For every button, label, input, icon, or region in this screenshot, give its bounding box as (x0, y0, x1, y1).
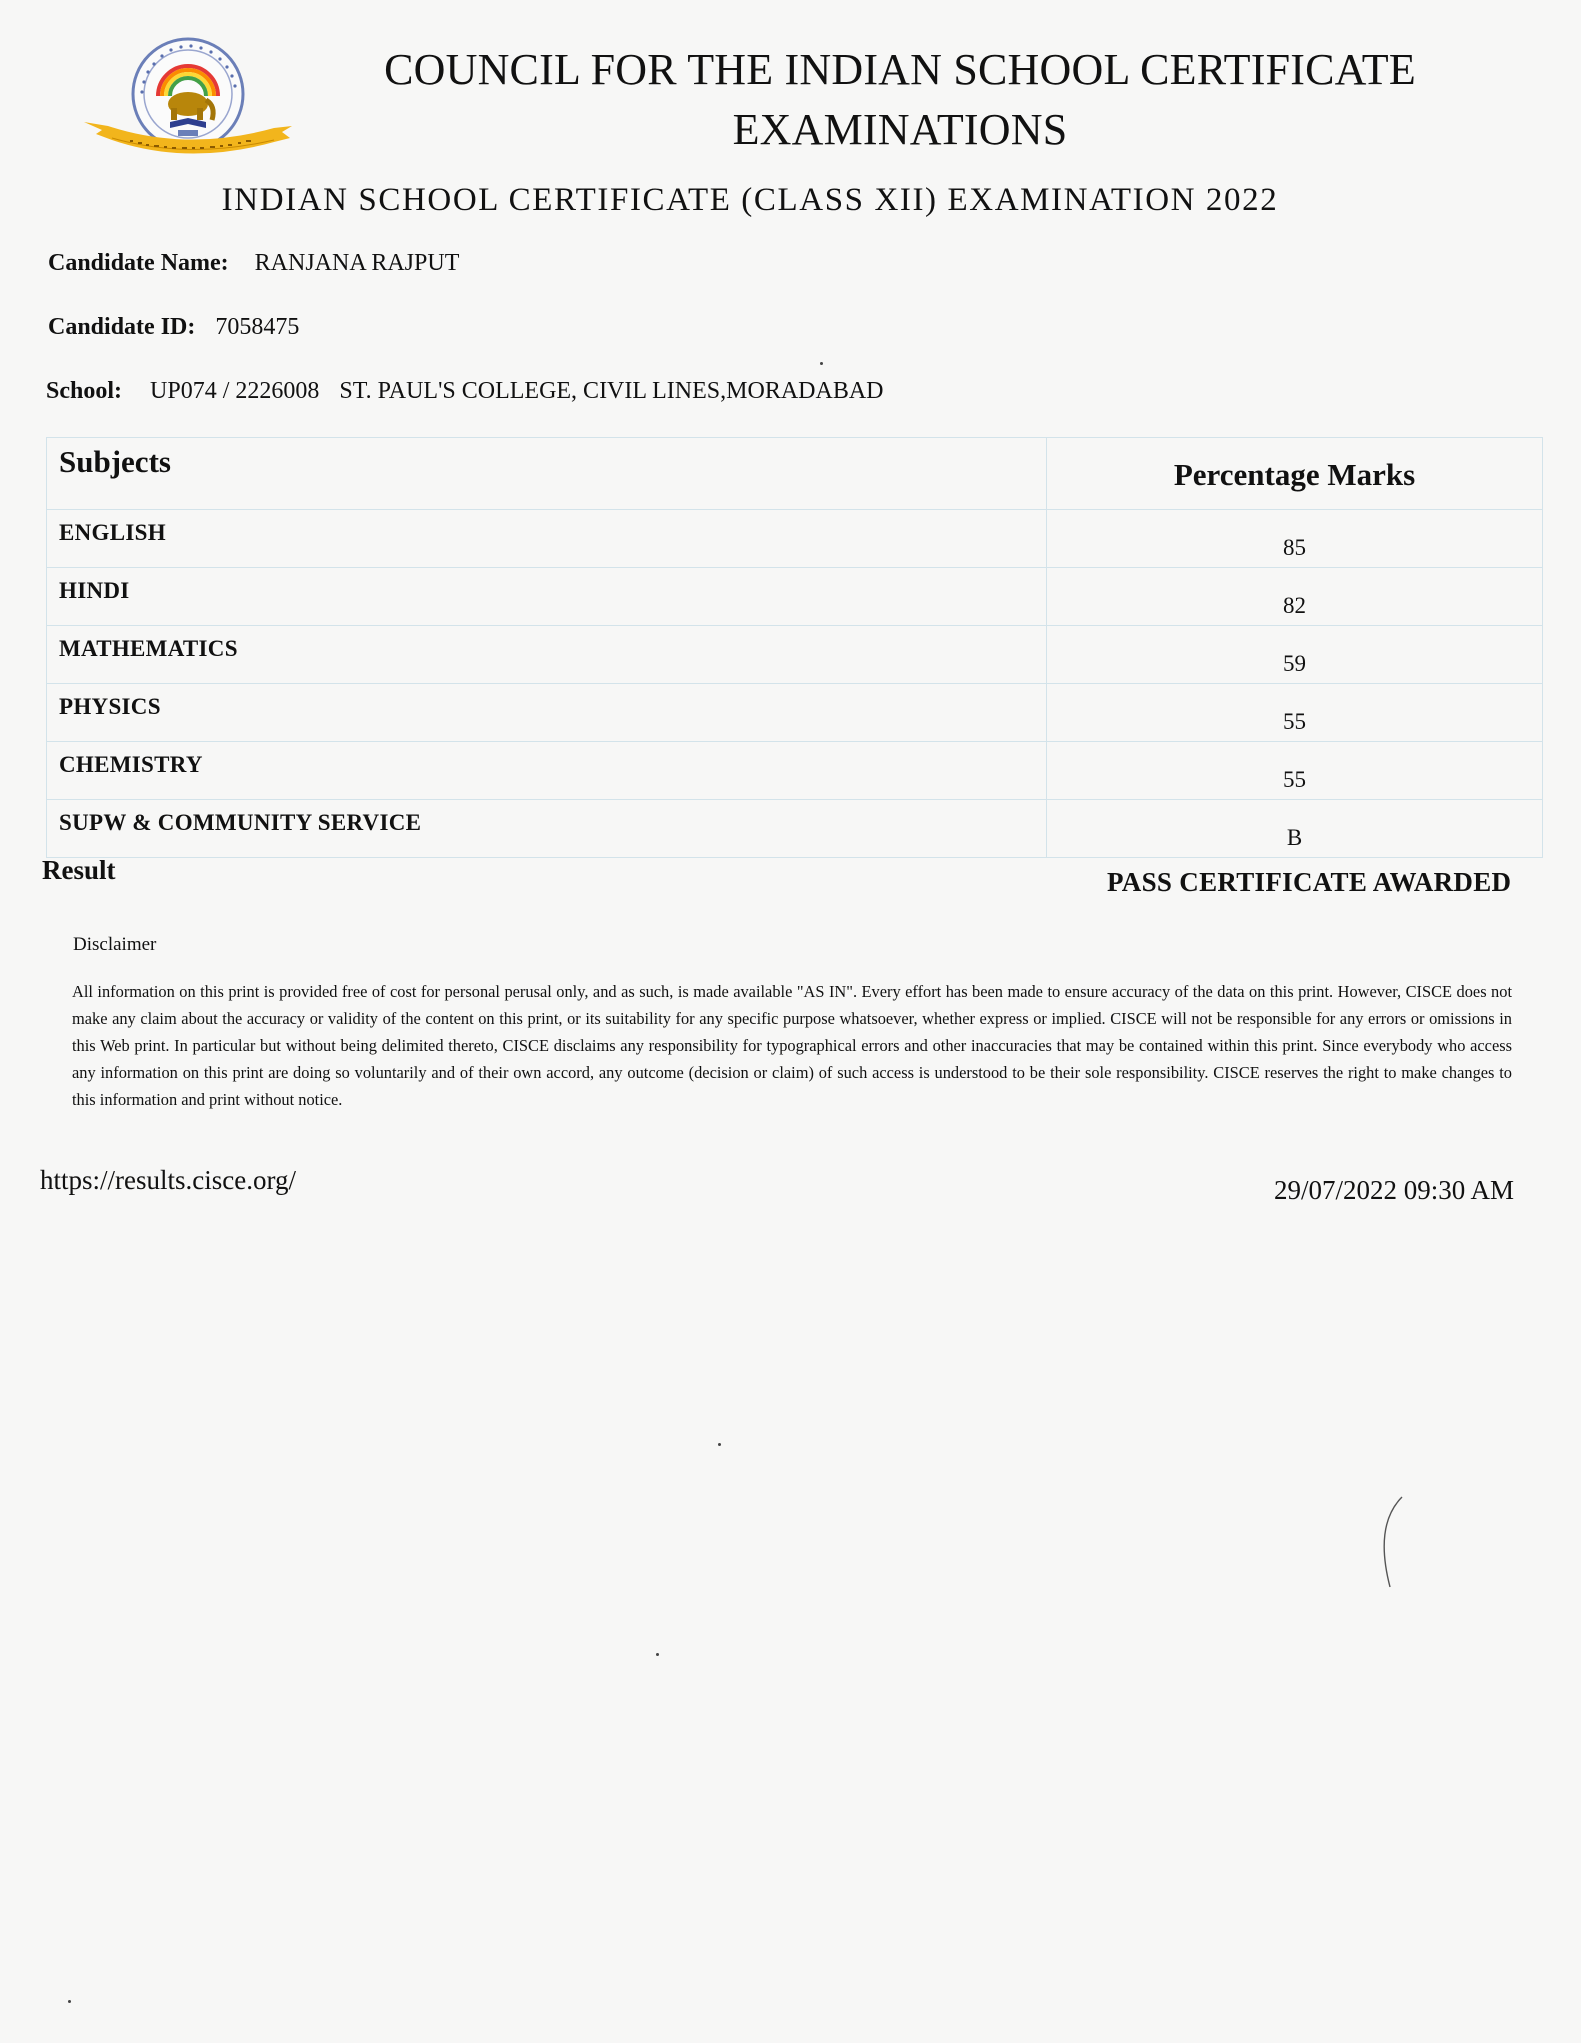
subject-marks: 82 (1047, 568, 1543, 626)
paper-speck (718, 1443, 721, 1446)
council-title-line2: EXAMINATIONS (732, 105, 1068, 154)
subject-marks: 55 (1047, 742, 1543, 800)
subject-name: MATHEMATICS (47, 626, 1047, 684)
table-row (47, 742, 1543, 800)
table-row (47, 568, 1543, 626)
table-row (47, 510, 1543, 568)
school-code: UP074 / 2226008 (150, 378, 320, 404)
marks-table-header (47, 438, 1543, 510)
paper-speck (656, 1653, 659, 1656)
subject-name: ENGLISH (47, 510, 1047, 568)
subject-marks: 85 (1047, 510, 1543, 568)
council-title (360, 40, 1440, 160)
subject-marks: 59 (1047, 626, 1543, 684)
school-name: ST. PAUL'S COLLEGE, CIVIL LINES,MORADABAD (339, 378, 884, 404)
marks-table (46, 437, 1543, 858)
paper-speck (820, 362, 823, 365)
table-row (47, 800, 1543, 858)
pen-mark-icon (1370, 1495, 1410, 1595)
table-row (47, 684, 1543, 742)
paper-speck (68, 2000, 71, 2003)
subject-name: HINDI (47, 568, 1047, 626)
school-label: School: (46, 378, 123, 404)
percentage-header: Percentage Marks (1047, 438, 1543, 510)
disclaimer-title: Disclaimer (73, 934, 157, 955)
subject-marks: B (1047, 800, 1543, 858)
exam-title: INDIAN SCHOOL CERTIFICATE (CLASS XII) EXAMINATION 2022 (221, 182, 1279, 218)
subject-marks: 55 (1047, 684, 1543, 742)
result-value: PASS CERTIFICATE AWARDED (1107, 867, 1512, 897)
candidate-name-label: Candidate Name: (48, 250, 229, 276)
disclaimer-text: All information on this print is provided free of cost for personal perusal only, and as such, is made available "AS IN". Every effort has been made to ensure accuracy of the data on this print. However, CISCE does not make any claim about the accuracy or validity of the content on this print, or its suitability for any specific purpose whatsoever, whether express or implied. CISCE will not be responsible for any errors or omissions in this Web print. In particular but without being delimited thereto, CISCE disclaims any responsibility for typographical errors and other inaccuracies that may be contained within this print. Since everybody who access any information on this print are doing so voluntarily and of their own accord, any outcome (decision or claim) of such access is understood to be their sole responsibility. CISCE reserves the right to make changes to this information and print without notice. (72, 982, 1512, 1109)
candidate-name-field (48, 250, 459, 277)
subject-name: PHYSICS (47, 684, 1047, 742)
subjects-header: Subjects (47, 438, 1047, 510)
table-row (47, 626, 1543, 684)
result-label: Result (42, 855, 116, 885)
council-title-line1: COUNCIL FOR THE INDIAN SCHOOL CERTIFICATE (384, 45, 1416, 94)
footer-datetime: 29/07/2022 09:30 AM (1274, 1175, 1515, 1205)
candidate-id-label: Candidate ID: (48, 314, 196, 340)
subject-name: CHEMISTRY (47, 742, 1047, 800)
school-field (46, 378, 884, 405)
footer-url: https://results.cisce.org/ (40, 1165, 296, 1195)
candidate-id-value: 7058475 (215, 314, 300, 340)
candidate-name-value: RANJANA RAJPUT (254, 250, 460, 276)
candidate-id-field (48, 314, 299, 341)
cisce-emblem-icon (78, 34, 293, 174)
subject-name: SUPW & COMMUNITY SERVICE (47, 800, 1047, 858)
